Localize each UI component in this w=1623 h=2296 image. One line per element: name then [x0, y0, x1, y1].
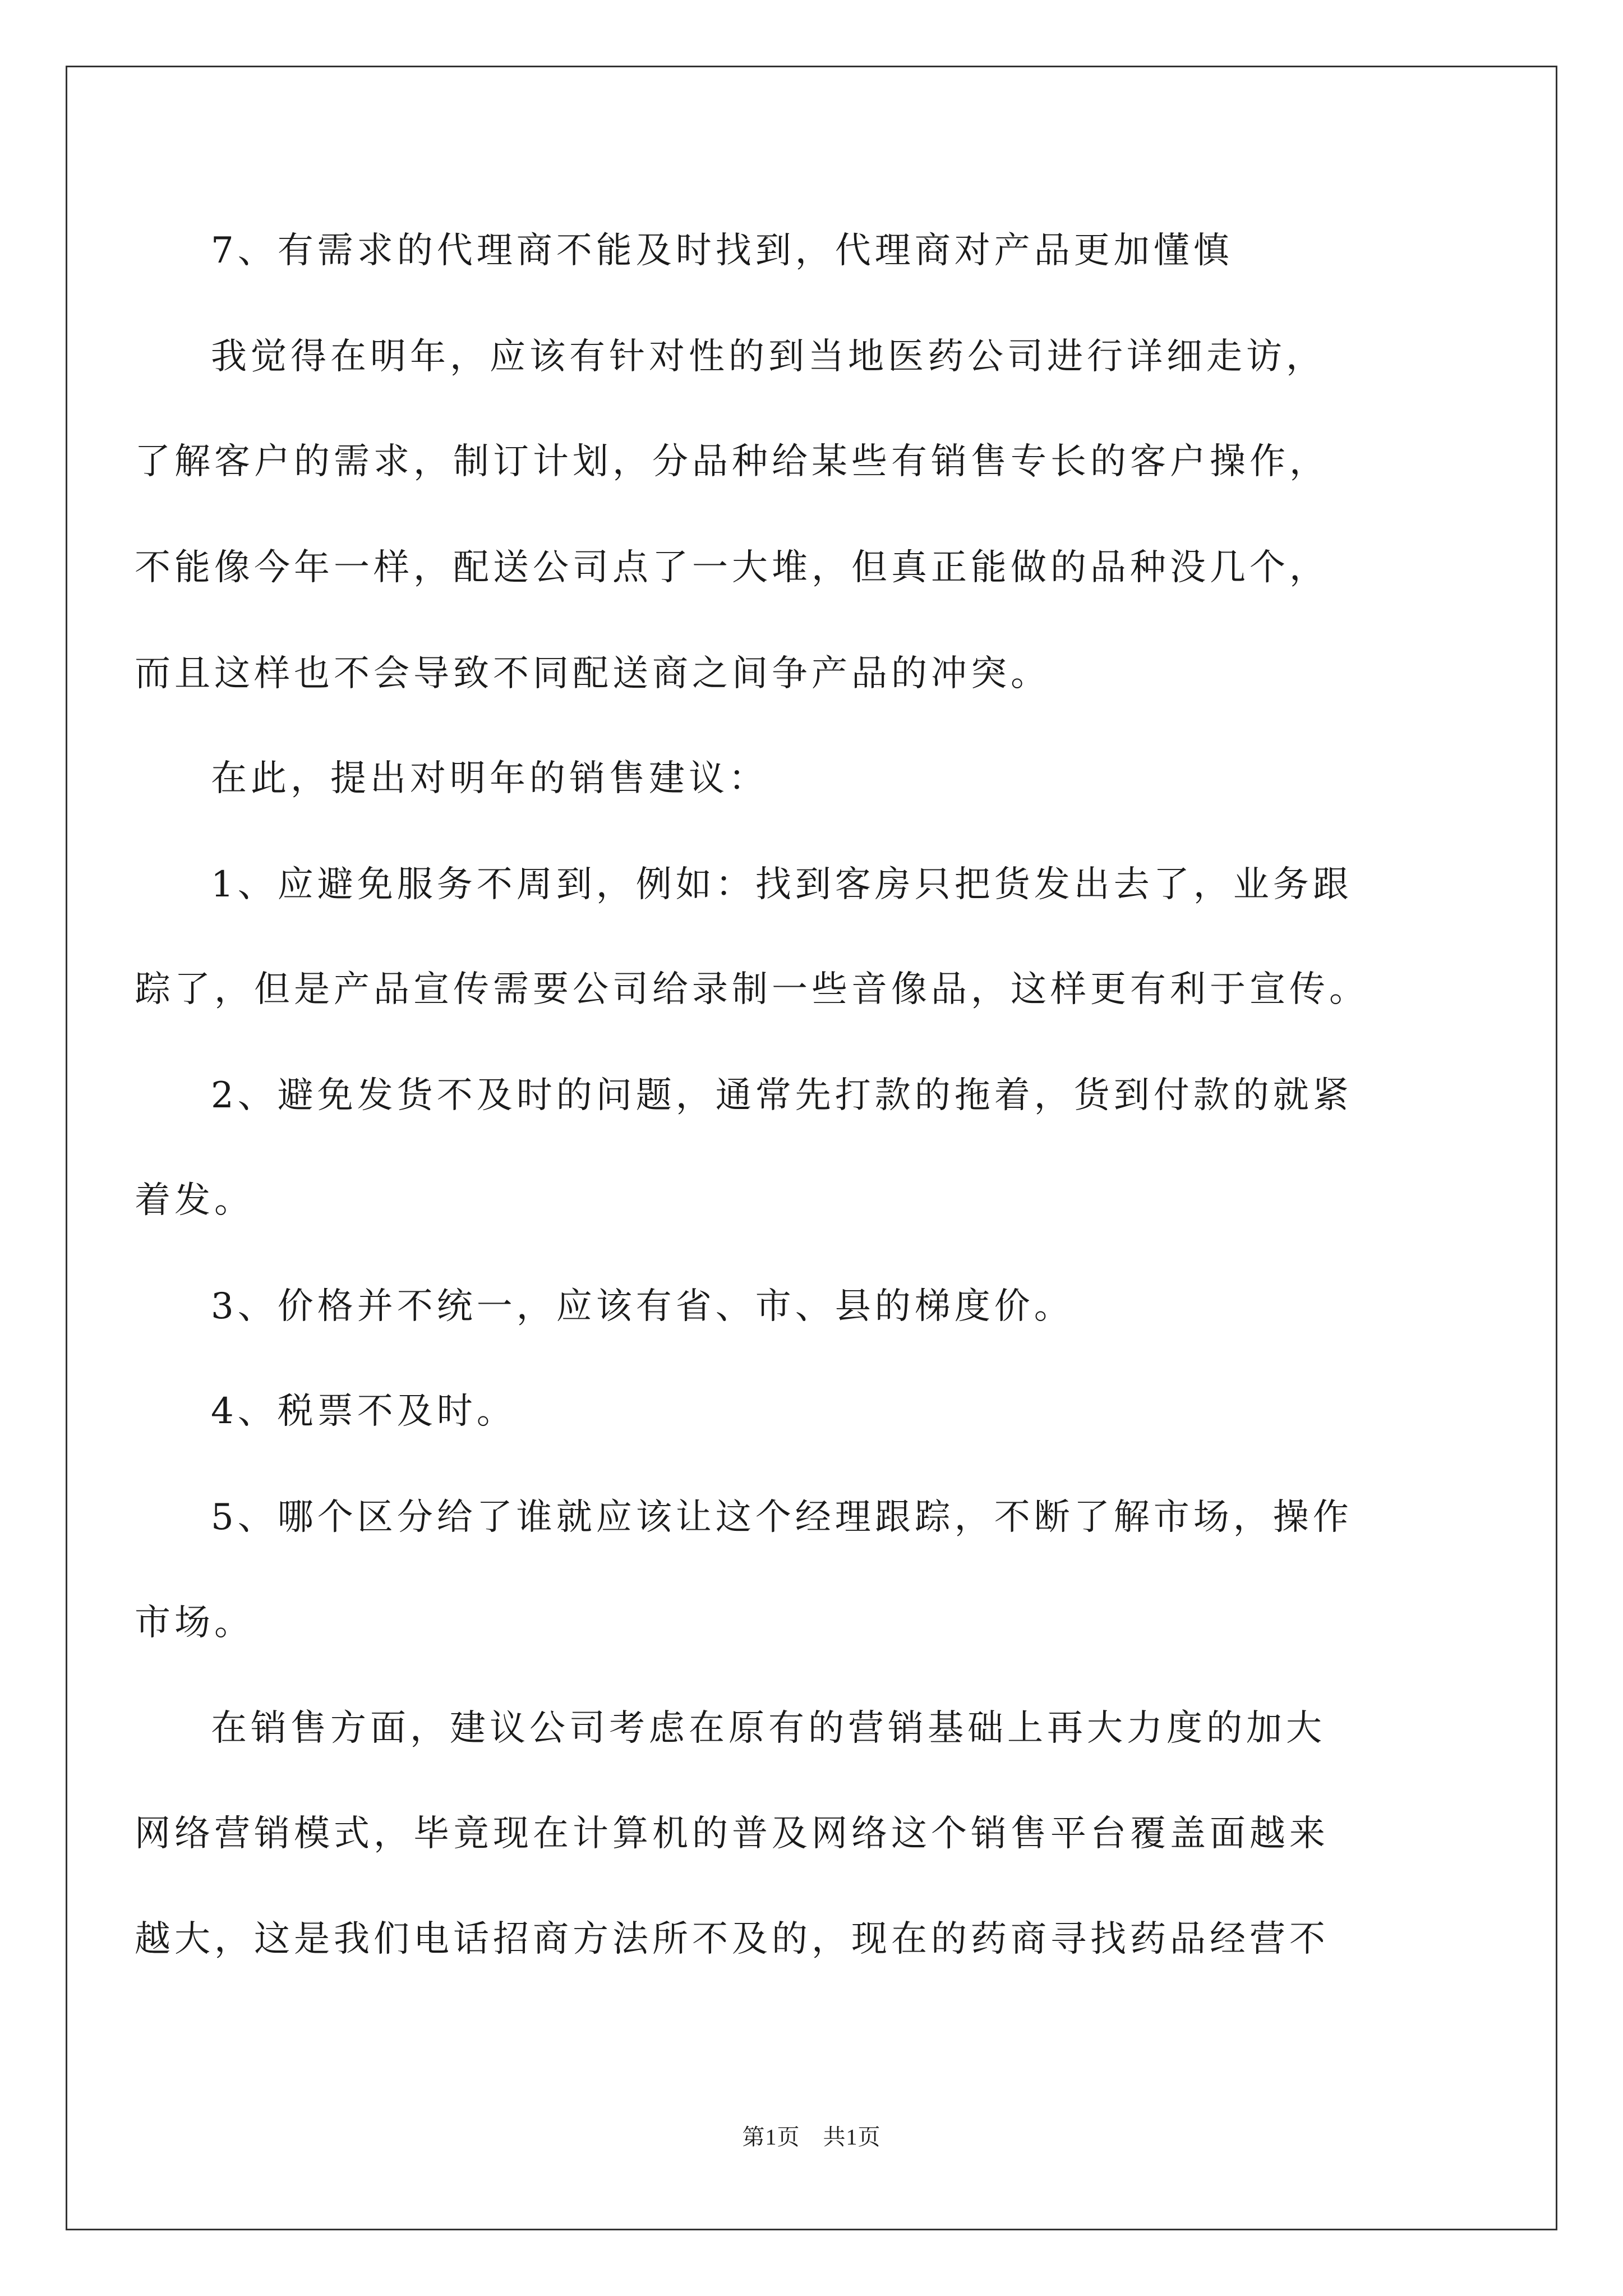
text-line: 了解客户的需求，制订计划，分品种给某些有销售专长的客户操作，: [135, 441, 1329, 482]
text-line: 网络营销模式，毕竟现在计算机的普及网络这个销售平台覆盖面越来: [135, 1813, 1329, 1855]
text-line: 越大，这是我们电话招商方法所不及的，现在的药商寻找药品经营不: [135, 1918, 1329, 1960]
page-number-footer: 第1页 共1页: [742, 2124, 881, 2150]
text-line: 不能像今年一样，配送公司点了一大堆，但真正能做的品种没几个，: [135, 547, 1329, 588]
text-line: 5、哪个区分给了谁就应该让这个经理跟踪，不断了解市场，操作: [211, 1497, 1353, 1538]
text-line: 我觉得在明年，应该有针对性的到当地医药公司进行详细走访，: [211, 336, 1326, 378]
text-line: 4、税票不及时。: [211, 1391, 517, 1432]
text-line: 7、有需求的代理商不能及时找到，代理商对产品更加懂慎: [211, 230, 1233, 272]
text-line: 1、应避免服务不周到，例如：找到客房只把货发出去了，业务跟: [211, 864, 1353, 905]
text-line: 踪了，但是产品宣传需要公司给录制一些音像品，这样更有利于宣传。: [135, 969, 1369, 1010]
text-line: 在此，提出对明年的销售建议：: [211, 758, 768, 799]
text-line: 市场。: [135, 1602, 254, 1644]
text-line: 而且这样也不会导致不同配送商之间争产品的冲突。: [135, 653, 1050, 694]
text-line: 2、避免发货不及时的问题，通常先打款的拖着，货到付款的就紧: [211, 1075, 1353, 1116]
text-line: 着发。: [135, 1180, 254, 1221]
text-line: 在销售方面，建议公司考虑在原有的营销基础上再大力度的加大: [211, 1708, 1326, 1749]
page-border: [66, 66, 1557, 2230]
text-line: 3、价格并不统一，应该有省、市、县的梯度价。: [211, 1286, 1074, 1327]
